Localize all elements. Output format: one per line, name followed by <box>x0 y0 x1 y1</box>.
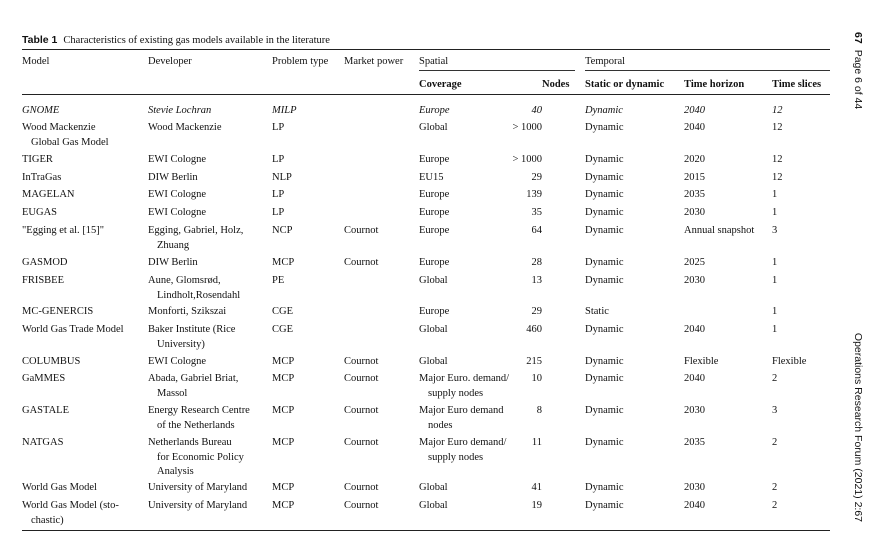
cell-coverage <box>419 305 449 320</box>
spatial-group-rule <box>419 70 575 71</box>
cell-developer <box>148 499 247 514</box>
cell-developer <box>148 355 206 370</box>
cell-time-slices: 1 <box>772 275 778 286</box>
cell-time-horizon: 2035 <box>684 189 705 200</box>
cell-model <box>22 499 119 528</box>
cell-line: Major Euro demand <box>419 405 504 416</box>
cell-line: World Gas Model <box>22 482 97 493</box>
cell-line: World Gas Model (sto- <box>22 500 119 511</box>
page-indicator <box>852 32 864 109</box>
cell-line: Aune, Glomsrød, <box>148 275 221 286</box>
cell-time-slices: 2 <box>772 500 778 511</box>
cell-time-horizon: 2040 <box>684 122 705 133</box>
cell-time-horizon: 2015 <box>684 172 705 183</box>
cell-problem-type: CGE <box>272 306 293 317</box>
cell-coverage <box>419 499 448 514</box>
cell-time-horizon: 2040 <box>684 105 705 116</box>
cell-line: EWI Cologne <box>148 189 207 200</box>
cell-coverage <box>419 274 448 289</box>
cell-time-slices: 2 <box>772 482 778 493</box>
cell-model <box>22 171 61 186</box>
cell-line: GNOME <box>22 105 60 116</box>
cell-time-slices: 3 <box>772 225 778 236</box>
cell-model <box>22 256 68 271</box>
cell-line: "Egging et al. [15]" <box>22 225 105 236</box>
cell-coverage <box>419 206 449 221</box>
cell-line: Global <box>419 275 448 286</box>
table-label: Table 1 <box>22 34 58 46</box>
table-caption-text: Characteristics of existing gas models available in the literature <box>63 35 330 46</box>
cell-developer <box>148 436 244 480</box>
cell-time-slices: Flexible <box>772 356 807 367</box>
cell-problem-type: PE <box>272 275 285 286</box>
cell-model <box>22 481 97 496</box>
cell-model <box>22 274 64 289</box>
cell-line: for Economic Policy <box>157 451 244 463</box>
cell-model <box>22 188 75 203</box>
cell-developer <box>148 171 198 186</box>
cell-line: MC-GENERCIS <box>22 306 94 317</box>
cell-nodes: 215 <box>526 356 542 367</box>
cell-static-dynamic: Dynamic <box>585 189 624 200</box>
table-bottom-rule <box>22 530 830 531</box>
header-model: Model <box>22 56 50 67</box>
cell-nodes: 29 <box>531 172 542 183</box>
cell-static-dynamic: Dynamic <box>585 122 624 133</box>
cell-time-slices: 2 <box>772 437 778 448</box>
header-nodes: Nodes <box>542 79 570 90</box>
cell-nodes: 28 <box>531 257 542 268</box>
cell-time-horizon: Annual snapshot <box>684 225 755 236</box>
table-header-rule <box>22 94 830 95</box>
cell-line: GaMMES <box>22 373 66 384</box>
cell-model <box>22 404 69 419</box>
cell-time-horizon: 2030 <box>684 207 705 218</box>
cell-model <box>22 323 124 338</box>
cell-line: of the Netherlands <box>157 419 235 431</box>
cell-time-slices: 1 <box>772 189 778 200</box>
cell-nodes: 19 <box>531 500 542 511</box>
cell-time-horizon: 2030 <box>684 482 705 493</box>
cell-line: Global <box>419 356 448 367</box>
cell-nodes: 64 <box>531 225 542 236</box>
cell-problem-type: NCP <box>272 225 293 236</box>
cell-line: Analysis <box>157 466 194 477</box>
temporal-group-rule <box>585 70 830 71</box>
cell-static-dynamic: Dynamic <box>585 405 624 416</box>
cell-time-horizon: 2040 <box>684 373 705 384</box>
page-of-total: Page 6 of 44 <box>852 49 864 110</box>
table-caption <box>22 34 330 46</box>
cell-market-power: Cournot <box>344 373 379 384</box>
cell-time-slices: 2 <box>772 373 778 384</box>
cell-problem-type: MCP <box>272 373 295 384</box>
cell-model <box>22 121 109 150</box>
cell-line: Europe <box>419 189 450 200</box>
header-time-horizon: Time horizon <box>684 79 745 90</box>
cell-line: EWI Cologne <box>148 154 207 165</box>
cell-line: Abada, Gabriel Briat, <box>148 373 239 384</box>
cell-static-dynamic: Dynamic <box>585 172 624 183</box>
cell-time-slices: 3 <box>772 405 778 416</box>
cell-nodes: 460 <box>526 324 542 335</box>
cell-static-dynamic: Static <box>585 306 609 317</box>
cell-static-dynamic: Dynamic <box>585 324 624 335</box>
cell-developer <box>148 372 238 401</box>
cell-line: Monforti, Szikszai <box>148 306 227 317</box>
cell-line: Massol <box>157 387 188 399</box>
cell-line: GASMOD <box>22 257 68 268</box>
cell-static-dynamic: Dynamic <box>585 373 624 384</box>
journal-citation: Operations Research Forum (2021) 2:67 <box>852 332 864 522</box>
cell-line: Europe <box>419 154 450 165</box>
cell-market-power: Cournot <box>344 356 379 367</box>
cell-nodes: > 1000 <box>512 122 542 133</box>
cell-line: University of Maryland <box>148 482 248 493</box>
cell-time-horizon: 2030 <box>684 405 705 416</box>
header-market-power: Market power <box>344 56 404 67</box>
cell-developer <box>148 121 222 136</box>
header-coverage: Coverage <box>419 79 462 90</box>
side-margin <box>846 32 866 522</box>
cell-coverage <box>419 436 506 465</box>
cell-developer <box>148 305 226 320</box>
cell-developer <box>148 224 243 253</box>
cell-line: InTraGas <box>22 172 62 183</box>
cell-nodes: > 1000 <box>512 154 542 165</box>
cell-line: Lindholt,Rosendahl <box>157 289 241 301</box>
side-running-header <box>852 32 864 522</box>
cell-nodes: 13 <box>531 275 542 286</box>
cell-time-slices: 1 <box>772 207 778 218</box>
cell-line: Major Euro. demand/ <box>419 373 510 384</box>
cell-time-slices: 12 <box>772 122 783 133</box>
cell-line: Global Gas Model <box>31 136 109 148</box>
cell-coverage <box>419 355 448 370</box>
cell-coverage <box>419 104 450 119</box>
cell-line: University) <box>157 338 205 350</box>
cell-market-power: Cournot <box>344 405 379 416</box>
cell-model <box>22 104 59 119</box>
cell-line: Wood Mackenzie <box>22 122 96 133</box>
cell-problem-type: LP <box>272 189 285 200</box>
cell-line: Europe <box>419 257 450 268</box>
cell-model <box>22 372 65 387</box>
cell-line: EWI Cologne <box>148 207 207 218</box>
cell-line: Baker Institute (Rice <box>148 324 236 335</box>
cell-time-horizon: 2020 <box>684 154 705 165</box>
cell-model <box>22 224 104 239</box>
cell-static-dynamic: Dynamic <box>585 482 624 493</box>
cell-time-horizon: 2035 <box>684 437 705 448</box>
cell-market-power: Cournot <box>344 500 379 511</box>
cell-problem-type: MCP <box>272 500 295 511</box>
cell-model <box>22 206 57 221</box>
cell-time-slices: 12 <box>772 172 783 183</box>
cell-developer <box>148 404 250 433</box>
cell-problem-type: LP <box>272 207 285 218</box>
cell-problem-type: MCP <box>272 437 295 448</box>
cell-time-slices: 12 <box>772 154 783 165</box>
cell-line: Zhuang <box>157 239 190 251</box>
cell-coverage <box>419 323 448 338</box>
cell-static-dynamic: Dynamic <box>585 225 624 236</box>
cell-problem-type: MCP <box>272 405 295 416</box>
cell-nodes: 8 <box>536 405 542 416</box>
cell-line: Europe <box>419 105 450 116</box>
cell-time-horizon: 2040 <box>684 324 705 335</box>
cell-line: Stevie Lochran <box>148 105 212 116</box>
cell-developer <box>148 104 211 119</box>
cell-model <box>22 355 80 370</box>
cell-problem-type: NLP <box>272 172 292 183</box>
cell-model <box>22 436 63 451</box>
cell-line: Energy Research Centre <box>148 405 250 416</box>
cell-coverage <box>419 372 509 401</box>
cell-line: MAGELAN <box>22 189 75 200</box>
cell-nodes: 35 <box>531 207 542 218</box>
cell-static-dynamic: Dynamic <box>585 154 624 165</box>
cell-line: EWI Cologne <box>148 356 207 367</box>
cell-coverage <box>419 188 449 203</box>
cell-line: Global <box>419 324 448 335</box>
cell-coverage <box>419 256 449 271</box>
header-time-slices: Time slices <box>772 79 822 90</box>
cell-coverage <box>419 153 449 168</box>
cell-problem-type: CGE <box>272 324 293 335</box>
cell-nodes: 10 <box>531 373 542 384</box>
cell-line: Europe <box>419 207 450 218</box>
cell-problem-type: LP <box>272 154 285 165</box>
cell-line: Europe <box>419 225 450 236</box>
cell-market-power: Cournot <box>344 225 379 236</box>
cell-nodes: 41 <box>531 482 542 493</box>
cell-time-slices: 12 <box>772 105 783 116</box>
cell-line: Netherlands Bureau <box>148 437 232 448</box>
cell-market-power: Cournot <box>344 257 379 268</box>
cell-time-slices: 1 <box>772 306 778 317</box>
table-top-rule <box>22 49 830 50</box>
cell-market-power: Cournot <box>344 482 379 493</box>
cell-line: FRISBEE <box>22 275 65 286</box>
cell-time-slices: 1 <box>772 257 778 268</box>
cell-line: TIGER <box>22 154 53 165</box>
cell-coverage <box>419 121 448 136</box>
cell-line: supply nodes <box>428 387 484 399</box>
cell-developer <box>148 256 198 271</box>
cell-developer <box>148 323 235 352</box>
cell-developer <box>148 206 206 221</box>
cell-time-slices: 1 <box>772 324 778 335</box>
cell-line: University of Maryland <box>148 500 248 511</box>
cell-problem-type: MCP <box>272 257 295 268</box>
cell-line: Global <box>419 122 448 133</box>
cell-line: Global <box>419 500 448 511</box>
cell-problem-type: LP <box>272 122 285 133</box>
cell-static-dynamic: Dynamic <box>585 257 624 268</box>
cell-line: Europe <box>419 306 450 317</box>
cell-nodes: 40 <box>531 105 542 116</box>
cell-coverage <box>419 404 504 433</box>
header-spatial: Spatial <box>419 56 449 67</box>
cell-developer <box>148 153 206 168</box>
cell-line: nodes <box>428 419 453 431</box>
cell-coverage <box>419 481 448 496</box>
cell-nodes: 29 <box>531 306 542 317</box>
cell-line: DIW Berlin <box>148 257 198 268</box>
cell-line: COLUMBUS <box>22 356 81 367</box>
cell-line: chastic) <box>31 514 64 526</box>
cell-time-horizon: 2025 <box>684 257 705 268</box>
cell-coverage <box>419 171 444 186</box>
cell-nodes: 11 <box>531 437 542 448</box>
cell-problem-type: MCP <box>272 482 295 493</box>
cell-model <box>22 305 93 320</box>
cell-line: Major Euro demand/ <box>419 437 507 448</box>
cell-static-dynamic: Dynamic <box>585 437 624 448</box>
cell-line: World Gas Trade Model <box>22 324 124 335</box>
cell-static-dynamic: Dynamic <box>585 207 624 218</box>
cell-line: Global <box>419 482 448 493</box>
cell-time-horizon: 2030 <box>684 275 705 286</box>
cell-coverage <box>419 224 449 239</box>
cell-line: DIW Berlin <box>148 172 198 183</box>
cell-developer <box>148 188 206 203</box>
article-page-number: 67 <box>852 32 864 44</box>
header-static-dynamic: Static or dynamic <box>585 79 665 90</box>
header-temporal: Temporal <box>585 56 626 67</box>
cell-time-horizon: Flexible <box>684 356 719 367</box>
cell-line: EU15 <box>419 172 444 183</box>
cell-line: GASTALE <box>22 405 69 416</box>
header-problem-type: Problem type <box>272 56 329 67</box>
header-developer: Developer <box>148 56 192 67</box>
cell-line: Egging, Gabriel, Holz, <box>148 225 244 236</box>
cell-problem-type: MCP <box>272 356 295 367</box>
cell-nodes: 139 <box>526 189 542 200</box>
cell-line: Wood Mackenzie <box>148 122 222 133</box>
cell-line: supply nodes <box>428 451 484 463</box>
cell-time-horizon: 2040 <box>684 500 705 511</box>
cell-line: EUGAS <box>22 207 58 218</box>
cell-static-dynamic: Dynamic <box>585 356 624 367</box>
cell-static-dynamic: Dynamic <box>585 275 624 286</box>
cell-market-power: Cournot <box>344 437 379 448</box>
cell-developer <box>148 274 240 303</box>
cell-problem-type: MILP <box>272 105 297 116</box>
cell-static-dynamic: Dynamic <box>585 105 623 116</box>
cell-line: NATGAS <box>22 437 64 448</box>
cell-model <box>22 153 53 168</box>
cell-developer <box>148 481 247 496</box>
cell-static-dynamic: Dynamic <box>585 500 624 511</box>
